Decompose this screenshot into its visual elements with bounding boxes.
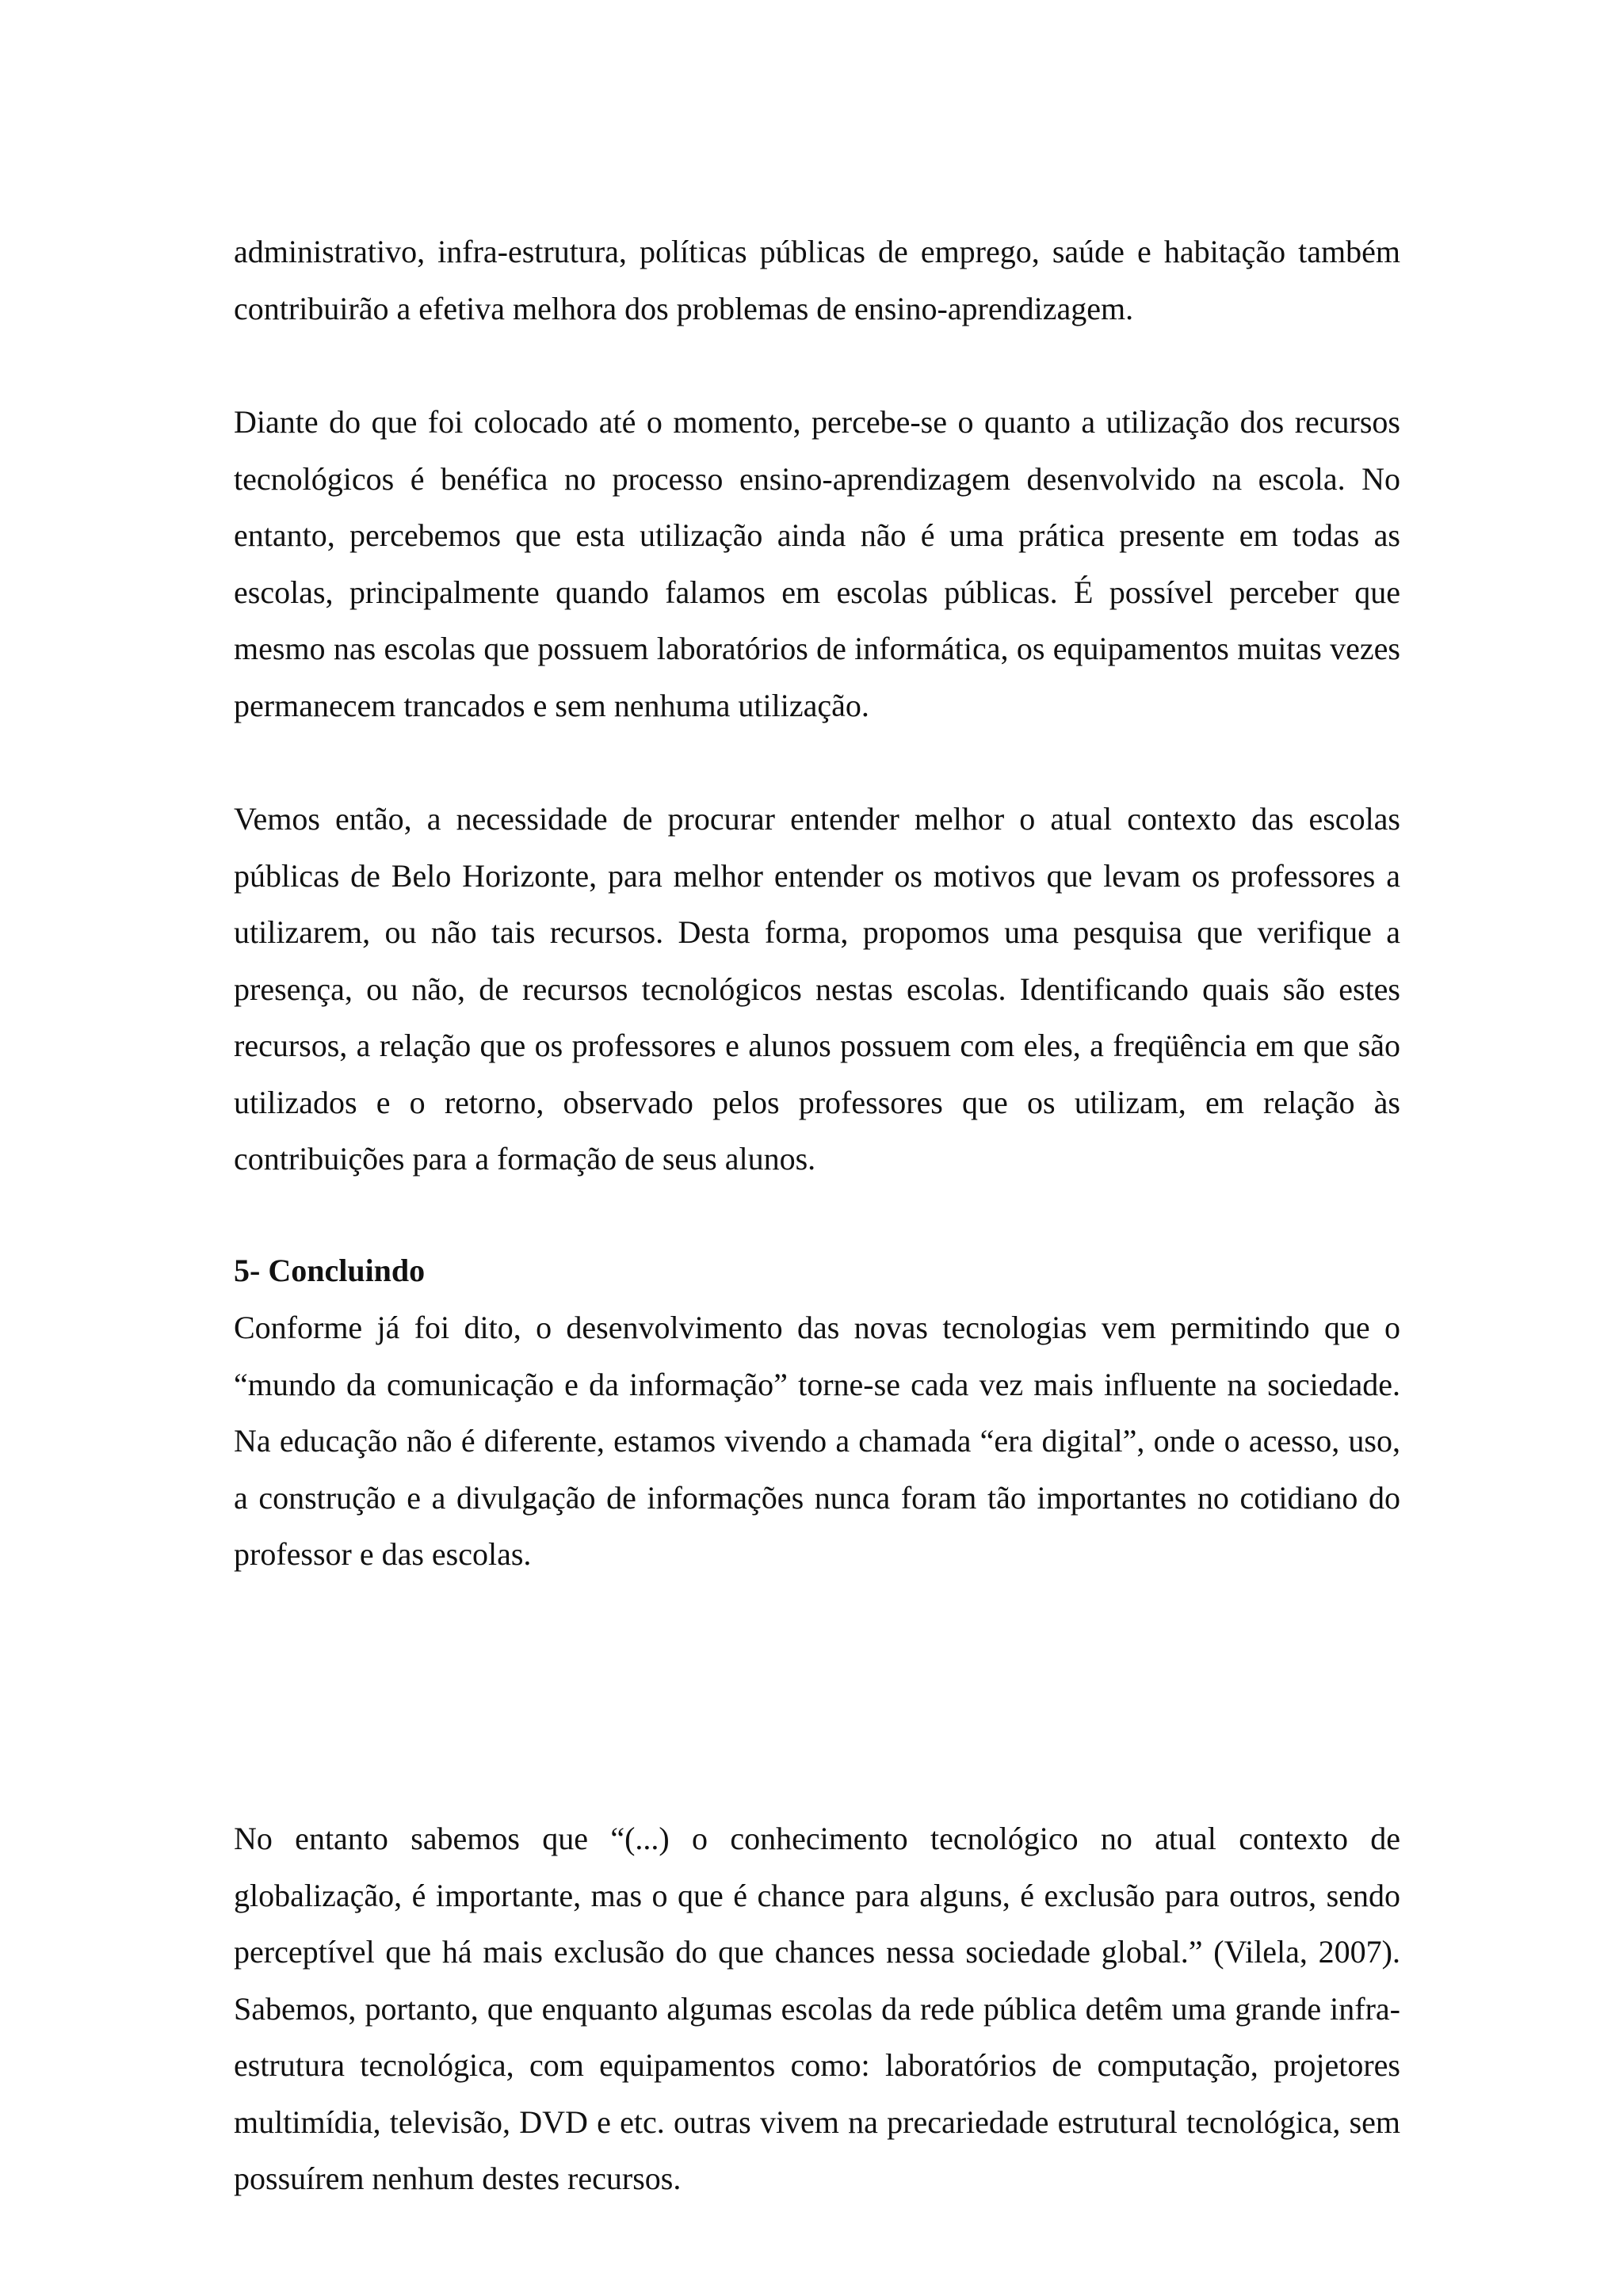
paragraph-vemos: Vemos então, a necessidade de procurar entender melhor o atual contexto das escolas públicas de Belo Horizonte, para melhor entender os motivos que levam os professores a utilizarem, ou não tais recursos. Desta forma, propomos uma pesquisa que verifique a presença, ou não, de recursos tecnológicos nestas escolas. Identificando quais são estes recursos, a relação que os professores e alunos possuem com eles, a freqüência em que são utilizados e o retorno, observado pelos professores que os utilizam, em relação às contribuições para a formação de seus alunos. xyxy=(234,801,1400,1177)
paragraph-no-entanto: No entanto sabemos que “(...) o conhecimento tecnológico no atual contexto de globalização, é importante, mas o que é chance para alguns, é exclusão para outros, sendo perceptível que há mais exclusão do que chances nessa sociedade global.” (Vilela, 2007). Sabemos, portanto, que enquanto algumas escolas da rede pública detêm uma grande infra-estrutura tecnológica, com equipamentos como: laboratórios de computação, projetores multimídia, televisão, DVD e etc. outras vivem na precariedade estrutural tecnológica, sem possuírem nenhum destes recursos. xyxy=(234,1821,1400,2196)
paragraph-administrativo: administrativo, infra-estrutura, políticas públicas de emprego, saúde e habitação também contribuirão a efetiva melhora dos problemas de ensino-aprendizagem. xyxy=(234,234,1400,326)
section-heading-concluindo: 5- Concluindo xyxy=(234,1253,426,1288)
paragraph-conforme: Conforme já foi dito, o desenvolvimento das novas tecnologias vem permitindo que o “mundo da comunicação e da informação” torne-se cada vez mais influente na sociedade. Na educação não é diferente, estamos vivendo a chamada “era digital”, onde o acesso, uso, a construção e a divulgação de informações nunca foram tão importantes no cotidiano do professor e das escolas. xyxy=(234,1310,1400,1572)
paragraph-diante: Diante do que foi colocado até o momento, percebe-se o quanto a utilização dos recursos tecnológicos é benéfica no processo ensino-aprendizagem desenvolvido na escola. No entanto, percebemos que esta utilização ainda não é uma prática presente em todas as escolas, principalmente quando falamos em escolas públicas. É possível perceber que mesmo nas escolas que possuem laboratórios de informática, os equipamentos muitas vezes permanecem trancados e sem nenhuma utilização. xyxy=(234,404,1400,723)
